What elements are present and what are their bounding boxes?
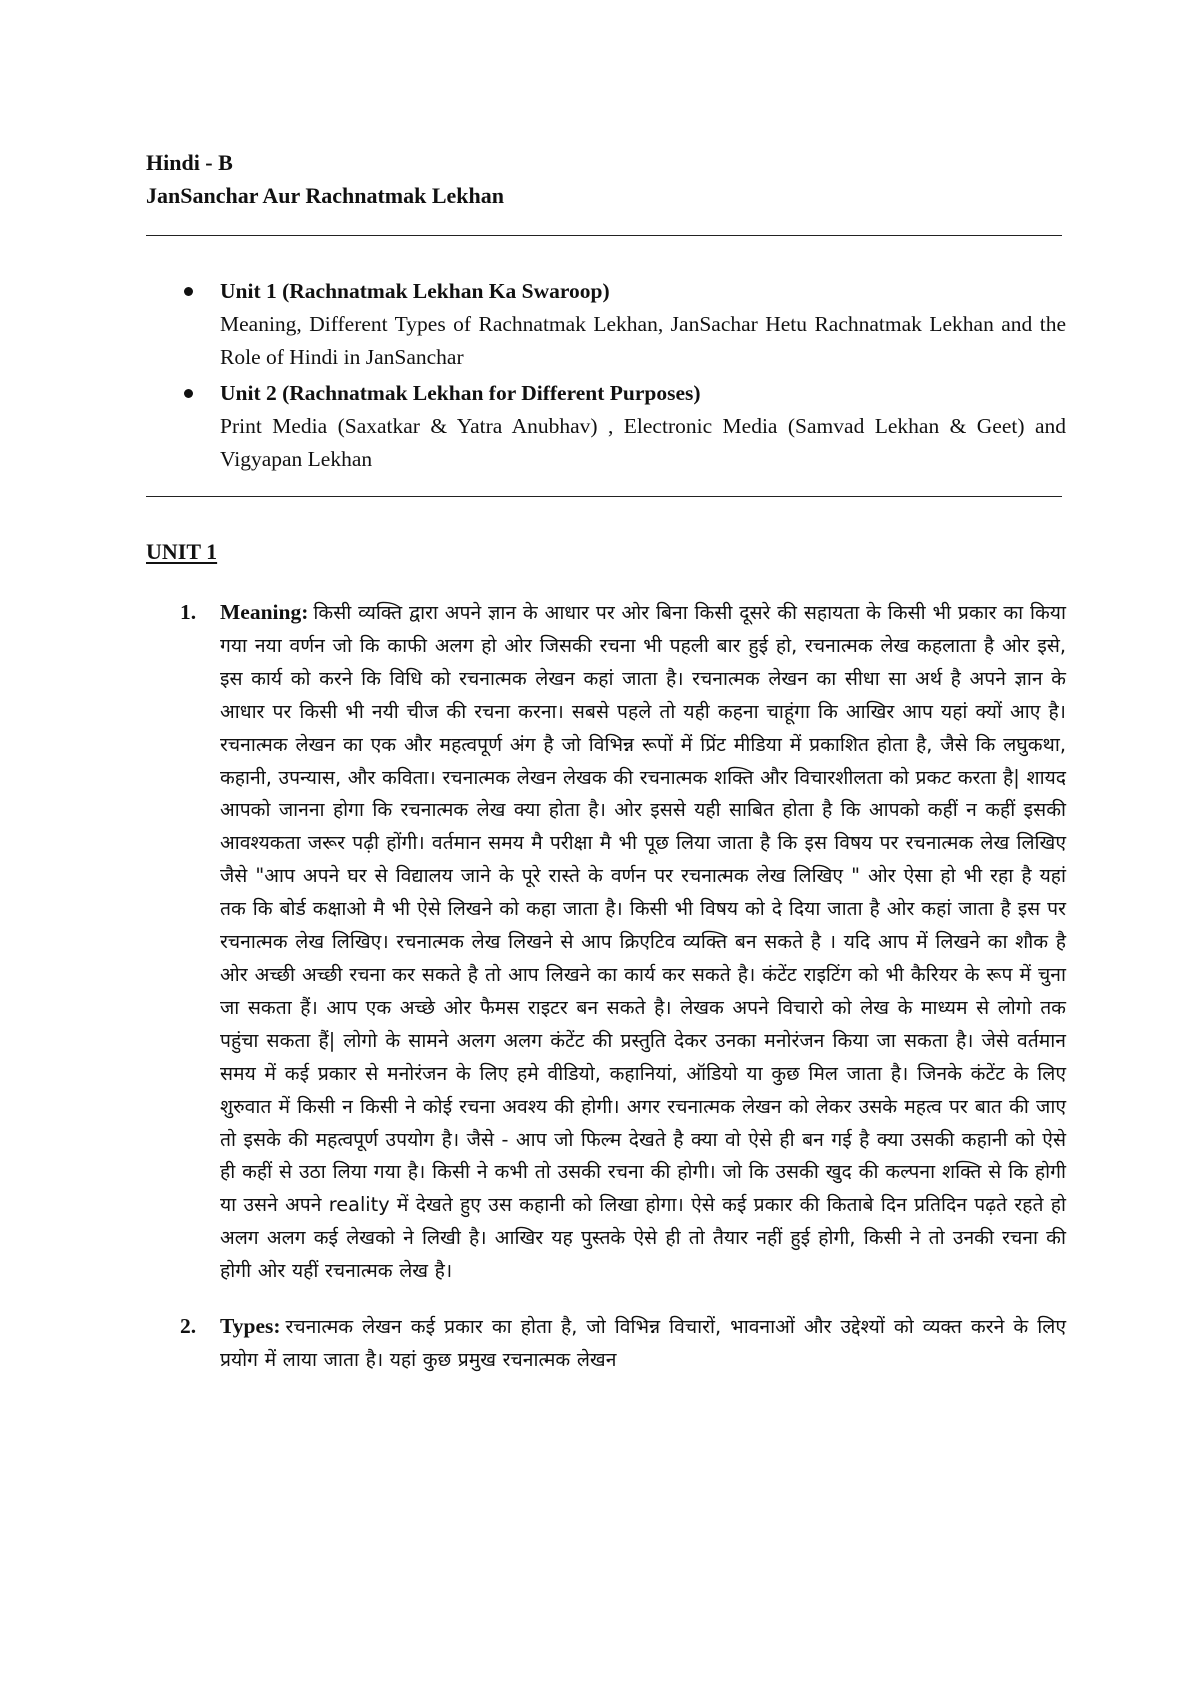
item-paragraph xyxy=(220,1310,1066,1377)
horizontal-divider-top xyxy=(146,235,1062,236)
bullet-icon xyxy=(184,389,193,398)
unit-title: Unit 2 (Rachnatmak Lekhan for Different Purposes) xyxy=(220,381,701,405)
unit-item xyxy=(146,275,1066,374)
course-title: JanSanchar Aur Rachnatmak Lekhan xyxy=(146,183,505,208)
list-item-meaning xyxy=(146,596,1066,1288)
section-heading: UNIT 1 xyxy=(146,539,218,564)
content-list xyxy=(146,596,1066,1399)
item-text: किसी व्यक्ति द्वारा अपने ज्ञान के आधार पर ओर बिना किसी दूसरे की सहायता के किसी भी प्रकार का किया गया नया वर्णन जो कि काफी अलग हो ओर जिसकी रचना भी पहली बार हुई हो, रचनात्मक लेख कहलाता है ओर इसे, इस कार्य को करने कि विधि को रचनात्मक लेखन कहां जाता है। रचनात्मक लेखन का सीधा सा अर्थ है अपने ज्ञान के आधार पर किसी भी नयी चीज की रचना करना। सबसे पहले तो यही कहना चाहूंगा कि आखिर आप यहां क्यों आए है। रचनात्मक लेखन का एक और महत्वपूर्ण अंग है जो विभिन्न रूपों में प्रिंट मीडिया में प्रकाशित होता है, जैसे कि लघुकथा, कहानी, उपन्यास, और कविता। रचनात्मक लेखन लेखक की रचनात्मक शक्ति और विचारशीलता को प्रकट करता है| शायद आपको जानना होगा कि रचनात्मक लेख क्या होता है। ओर इससे यही साबित होता है कि आपको कहीं न कहीं इसकी आवश्यकता जरूर पढ़ी होंगी। वर्तमान समय मै परीक्षा मै भी पूछ लिया जाता है कि इस विषय पर रचनात्मक लेख लिखिए जैसे "आप अपने घर से विद्यालय जाने के पूरे रास्ते के वर्णन पर रचनात्मक लेख लिखिए " ओर ऐसा हो भी रहा है यहां तक कि बोर्ड कक्षाओ मै भी ऐसे लिखने को कहा जाता है। किसी भी विषय को दे दिया जाता है ओर कहां जाता है इस पर रचनात्मक लेख लिखिए। रचनात्मक लेख लिखने से आप क्रिएटिव व्यक्ति बन सकते है । यदि आप में लिखने का शौक है ओर अच्छी अच्छी रचना कर सकते है तो आप लिखने का कार्य कर सकते है। कंटेंट राइटिंग को भी कैरियर के रूप में चुना जा सकता हैं। आप एक अच्छे ओर फैमस राइटर बन सकते है। लेखक अपने विचारो को लेख के माध्यम से लोगो तक पहुंचा सकता हैं| लोगो के सामने अलग अलग कंटेंट की प्रस्तुति देकर उनका मनोरंजन किया जा सकता है। जेसे वर्तमान समय में कई प्रकार से मनोरंजन के लिए हमे वीडियो, कहानियां, ऑडियो या कुछ मिल जाता है। जिनके कंटेंट के लिए शुरुवात में किसी न किसी ने कोई रचना अवश्य की होगी। अगर रचनात्मक लेखन को लेकर उसके महत्व पर बात की जाए तो इसके की महत्वपूर्ण उपयोग है। जैसे - आप जो फिल्म देखते है क्या वो ऐसे ही बन गई है क्या उसकी कहानी को ऐसे ही कहीं से उठा लिया गया है। किसी ने कभी तो उसकी रचना की होगी। जो कि उसकी खुद की कल्पना शक्ति से कि होगी या उसने अपने reality में देखते हुए उस कहानी को लिखा होगा। ऐसे कई प्रकार की किताबे दिन प्रतिदिन पढ़ते रहते हो अलग अलग कई लेखको ने लिखी है। आखिर यह पुस्तके ऐसे ही तो तैयार नहीं हुई होगी, किसी ने तो उनकी रचना की होगी ओर यहीं रचनात्मक लेख है। xyxy=(220,601,1066,1283)
unit-item xyxy=(146,377,1066,476)
unit-description: Meaning, Different Types of Rachnatmak Lekhan, JanSachar Hetu Rachnatmak Lekhan and the Role of Hindi in JanSanchar xyxy=(220,312,1066,369)
document-header xyxy=(146,146,1066,212)
horizontal-divider-bottom xyxy=(146,496,1062,497)
unit-description: Print Media (Saxatkar & Yatra Anubhav) , Electronic Media (Samvad Lekhan & Geet) and Vigyapan Lekhan xyxy=(220,414,1066,471)
bullet-icon xyxy=(184,287,193,296)
unit-overview-list xyxy=(146,275,1066,479)
item-number: 1. xyxy=(180,600,197,624)
item-term: Types: xyxy=(220,1314,281,1339)
item-term: Meaning: xyxy=(220,600,309,624)
list-item-types xyxy=(146,1310,1066,1377)
item-paragraph xyxy=(220,596,1066,1288)
subject-title: Hindi - B xyxy=(146,150,233,175)
unit-title: Unit 1 (Rachnatmak Lekhan Ka Swaroop) xyxy=(220,279,610,303)
item-text: रचनात्मक लेखन कई प्रकार का होता है, जो विभिन्न विचारों, भावनाओं और उद्देश्यों को व्यक्त करने के लिए प्रयोग में लाया जाता है। यहां कुछ प्रमुख रचनात्मक लेखन xyxy=(220,1315,1066,1371)
item-number: 2. xyxy=(180,1314,197,1339)
